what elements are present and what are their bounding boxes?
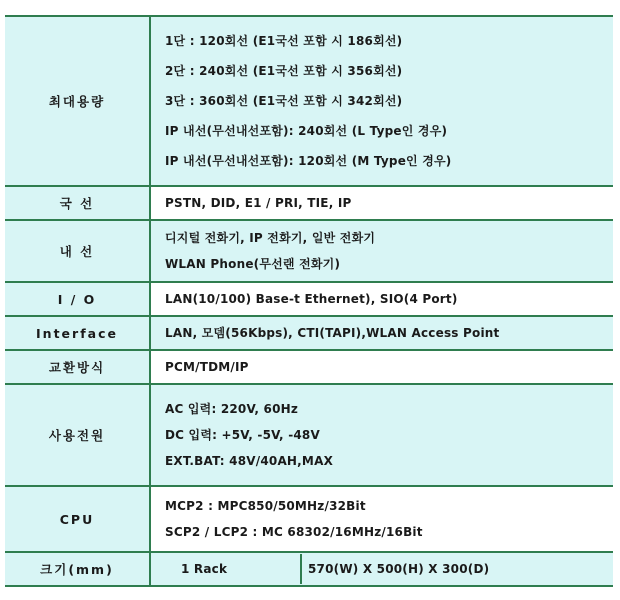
row-value-trunk [150,186,613,220]
capacity-line: 1단 : 120회선 (E1국선 포함 시 186회선) [165,34,403,48]
size-rack: 1 Rack [151,554,301,584]
row-label-trunk: 국 선 [5,186,150,220]
table-row [5,384,613,486]
spec-table [5,15,613,587]
cpu-line: MCP2 : MPC850/50MHz/32Bit [165,499,366,513]
io-line: LAN(10/100) Base-t Ethernet), SIO(4 Port) [165,292,458,306]
cpu-line: SCP2 / LCP2 : MC 68302/16MHz/16Bit [165,525,423,539]
table-row [5,282,613,316]
extension-line: WLAN Phone(무선랜 전화기) [165,257,341,271]
table-row [5,350,613,384]
row-label-size: 크기(mm) [5,552,150,586]
table-row [5,186,613,220]
table-row [5,16,613,186]
capacity-line: IP 내선(무선내선포함): 120회선 (M Type인 경우) [165,154,452,168]
row-value-io [150,282,613,316]
switching-line: PCM/TDM/IP [165,360,249,374]
row-value-extension [150,220,613,282]
table-row [5,316,613,350]
row-label-switching: 교환방식 [5,350,150,384]
row-label-io: I / O [5,282,150,316]
row-value-capacity [150,16,613,186]
size-dimensions: 570(W) X 500(H) X 300(D) [308,562,490,576]
row-label-capacity: 최대용량 [5,16,150,186]
row-label-extension: 내 선 [5,220,150,282]
interface-line: LAN, 모뎀(56Kbps), CTI(TAPI),WLAN Access Point [165,326,500,340]
row-value-switching [150,350,613,384]
row-value-power [150,384,613,486]
trunk-line: PSTN, DID, E1 / PRI, TIE, IP [165,196,352,210]
power-line: AC 입력: 220V, 60Hz [165,402,299,416]
capacity-line: 3단 : 360회선 (E1국선 포함 시 342회선) [165,94,403,108]
row-label-power: 사용전원 [5,384,150,486]
extension-line: 디지털 전화기, IP 전화기, 일반 전화기 [165,231,376,245]
row-value-interface [150,316,613,350]
power-line: DC 입력: +5V, -5V, -48V [165,428,320,442]
size-subtable [151,554,613,584]
power-line: EXT.BAT: 48V/40AH,MAX [165,454,334,468]
table-row [5,220,613,282]
capacity-line: 2단 : 240회선 (E1국선 포함 시 356회선) [165,64,403,78]
row-label-cpu: CPU [5,486,150,552]
row-value-size [150,552,613,586]
row-value-cpu [150,486,613,552]
table-row [5,486,613,552]
table-row [5,552,613,586]
row-label-interface: Interface [5,316,150,350]
capacity-line: IP 내선(무선내선포함): 240회선 (L Type인 경우) [165,124,448,138]
